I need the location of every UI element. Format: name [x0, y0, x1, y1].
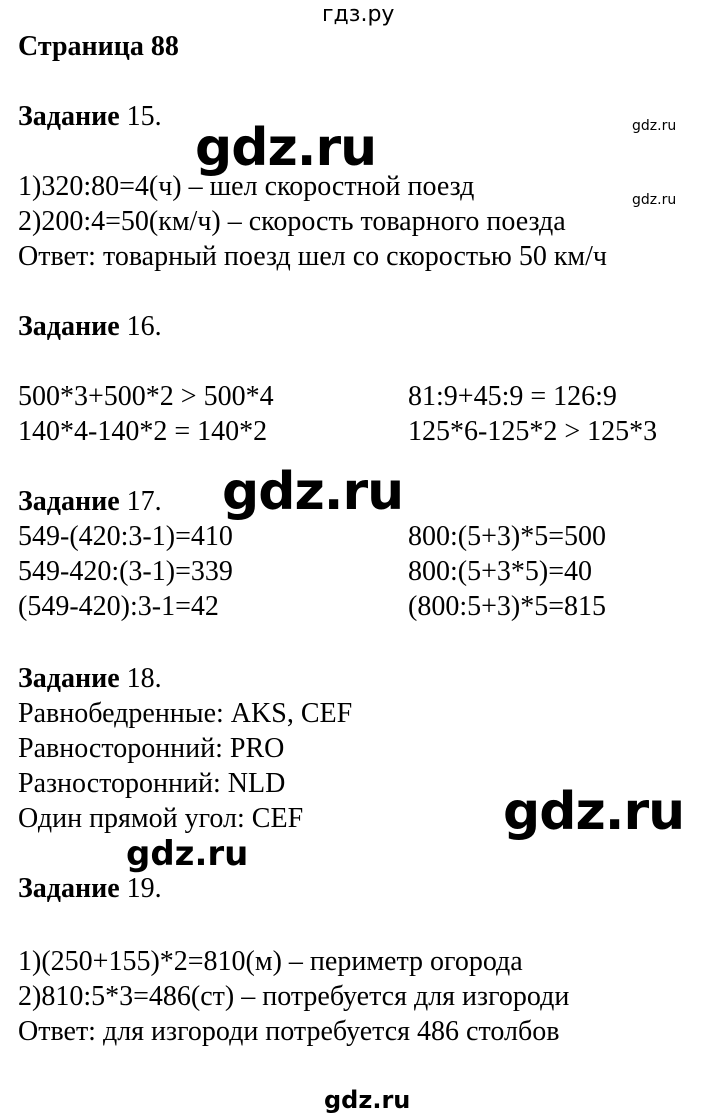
- watermark-top: гдз.ру: [322, 2, 395, 27]
- task-15-line-1: 1)320:80=4(ч) – шел скоростной поезд: [18, 171, 475, 202]
- task-16-right-1: 81:9+45:9 = 126:9: [408, 381, 617, 412]
- watermark-bottom: gdz.ru: [324, 1086, 411, 1114]
- task-16-right-2: 125*6-125*2 > 125*3: [408, 416, 658, 447]
- task-17-right-1: 800:(5+3)*5=500: [408, 521, 607, 552]
- page-title: Страница 88: [18, 31, 179, 62]
- watermark-big-3: gdz.ru: [503, 782, 685, 842]
- task-16-left-2: 140*4-140*2 = 140*2: [18, 416, 268, 447]
- task-18-line-3: Разносторонний: NLD: [18, 768, 286, 799]
- task-15-line-2: 2)200:4=50(км/ч) – скорость товарного поезда: [18, 206, 566, 237]
- task-19-heading: Задание 19.: [18, 873, 162, 904]
- watermark-big-1: gdz.ru: [195, 118, 377, 178]
- task-16-left-1: 500*3+500*2 > 500*4: [18, 381, 274, 412]
- task-18-line-2: Равносторонний: PRO: [18, 733, 285, 764]
- task-19-line-1: 1)(250+155)*2=810(м) – периметр огорода: [18, 946, 523, 977]
- task-19-line-3: Ответ: для изгороди потребуется 486 столбов: [18, 1016, 560, 1047]
- watermark-small-2: gdz.ru: [632, 192, 677, 208]
- task-18-line-1: Равнобедренные: AKS, CEF: [18, 698, 353, 729]
- task-18-line-4: Один прямой угол: CEF: [18, 803, 304, 834]
- watermark-small-1: gdz.ru: [632, 118, 677, 134]
- task-19-line-2: 2)810:5*3=486(ст) – потребуется для изгороди: [18, 981, 570, 1012]
- task-17-left-1: 549-(420:3-1)=410: [18, 521, 233, 552]
- task-17-right-2: 800:(5+3*5)=40: [408, 556, 593, 587]
- task-15-heading: Задание 15.: [18, 101, 162, 132]
- watermark-big-2: gdz.ru: [222, 462, 404, 522]
- task-17-left-2: 549-420:(3-1)=339: [18, 556, 233, 587]
- task-17-right-3: (800:5+3)*5=815: [408, 591, 607, 622]
- task-18-heading: Задание 18.: [18, 663, 162, 694]
- task-16-heading: Задание 16.: [18, 311, 162, 342]
- task-17-heading: Задание 17.: [18, 486, 162, 517]
- task-15-line-3: Ответ: товарный поезд шел со скоростью 50 км/ч: [18, 241, 608, 272]
- watermark-mid-1: gdz.ru: [126, 834, 249, 874]
- task-17-left-3: (549-420):3-1=42: [18, 591, 219, 622]
